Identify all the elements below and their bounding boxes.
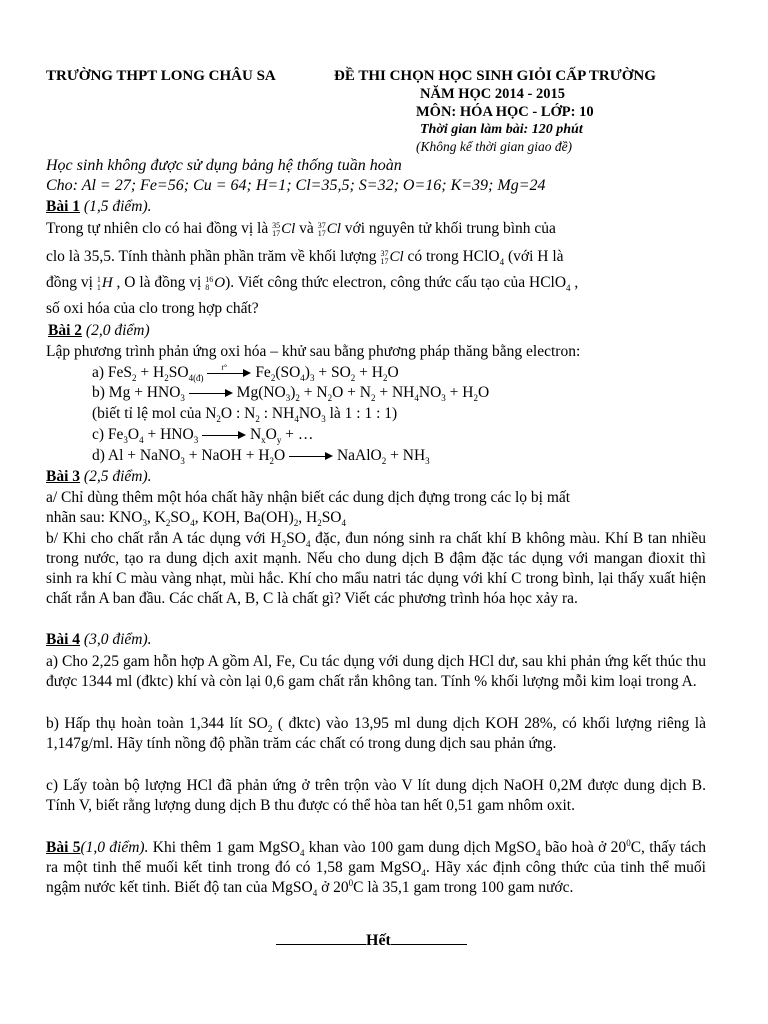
bai3-title: Bài 3: [46, 468, 81, 485]
isotope-cl37: 37 17 Cl: [317, 220, 341, 238]
bai1-line2: clo là 35,5. Tính thành phần phần trăm về khối lượng 37 17 Cl có trong HClO$_4$ (với H là: [46, 248, 564, 268]
bai1-text: ). Viết công thức electron, công thức cấu tạo của HClO: [225, 274, 567, 291]
end-text: Hết: [366, 932, 391, 949]
bai1-line4: số oxi hóa của clo trong hợp chất?: [46, 300, 259, 317]
bai4-c: c) Lấy toàn bộ lượng HCl đã phản ứng ở trên trộn vào V lít dung dịch NaOH 0,2M được dung dịch B. Tính V, biết rằng lượng dung dịch B thu được có thể hòa tan hết 0,51 gam nhôm oxit.: [46, 777, 706, 814]
isotope-cl35: 35 17 Cl: [272, 220, 296, 238]
bai1-text: ,: [570, 274, 579, 291]
bai3-a-line1: a/ Chỉ dùng thêm một hóa chất hãy nhận biết các dung dịch đựng trong các lọ bị mất: [46, 489, 571, 506]
eq-d: d) Al + NaNO$_3$ + NaOH + $H_2O$ NaAlO$_2$ + $NH_3$: [92, 447, 430, 467]
bai4-heading: [46, 631, 726, 649]
isotope-h1: 1 1 H: [96, 274, 113, 292]
end-marker: [276, 930, 467, 950]
bai5-points: (1,0 điểm).: [80, 839, 149, 856]
end-line-left: [276, 930, 366, 945]
bai1-text: đồng vị: [46, 274, 97, 291]
school-year: NĂM HỌC 2014 - 2015: [420, 86, 565, 102]
bai1-line3: đồng vị 1 1 H , O là đồng vị 16 8 O). Viết công thức electron, công thức cấu tạo của HClO$_4$ ,: [46, 274, 579, 294]
bai2-points: (2,0 điểm): [82, 322, 150, 339]
school-name: TRƯỜNG THPT LONG CHÂU SA: [46, 68, 276, 84]
bai2-intro: Lập phương trình phản ứng oxi hóa – khử sau bằng phương pháp thăng bằng electron:: [46, 343, 581, 360]
bai3-heading: [46, 468, 726, 486]
atomic-masses: Cho: Al = 27; Fe=56; Cu = 64; H=1; Cl=35,5; S=32; O=16; K=39; Mg=24: [46, 177, 546, 194]
bai1-text: và: [295, 220, 318, 237]
bai4-title: Bài 4: [46, 631, 81, 648]
bai3-a-line2: nhãn sau: $KNO_3$, $K_2SO_4$, KOH, $Ba(OH)_2$, $H_2SO_4$: [46, 509, 347, 529]
bai1-line1: [46, 220, 726, 238]
bai1-text: có trong HClO: [403, 248, 500, 265]
no-periodic-table-note: Học sinh không được sử dụng bảng hệ thống tuần hoàn: [46, 157, 402, 174]
bai2-title: Bài 2: [48, 322, 83, 339]
bai3-points: (2,5 điểm).: [80, 468, 152, 485]
exam-time: Thời gian làm bài: 120 phút: [420, 122, 583, 137]
bai4-a: a) Cho 2,25 gam hỗn hợp A gồm Al, Fe, Cu tác dụng với dung dịch HCl dư, sau khi phản ứng kết thúc thu được 1344 ml (đktc) khí và còn lại 0,6 gam chất rắn không tan. Tính % khối lượng mỗi kim loại trong A.: [46, 653, 706, 690]
bai1-text: Trong tự nhiên clo có hai đồng vị là: [46, 220, 273, 237]
bai1-text: , O là đồng vị: [112, 274, 206, 291]
eq-c: c) $Fe_3O_4 + HNO_3$ $N_xO_y$ + …: [92, 426, 314, 446]
bai1-title: Bài 1: [46, 198, 81, 215]
reaction-arrow: [289, 451, 333, 461]
bai1-text: clo là 35,5. Tính thành phần phần trăm về khối lượng: [46, 248, 381, 265]
reaction-arrow: [202, 430, 246, 440]
bai1-text: (với H là: [504, 248, 564, 265]
isotope-o16: 16 8 O: [205, 274, 226, 292]
reaction-arrow: t°: [207, 368, 251, 378]
bai4-points: (3,0 điểm).: [80, 631, 152, 648]
end-line-right: [391, 930, 467, 945]
exam-title: ĐỀ THI CHỌN HỌC SINH GIỎI CẤP TRƯỜNG: [334, 68, 656, 84]
bai1-text: với nguyên tử khối trung bình của: [340, 220, 556, 237]
bai2-heading: [48, 322, 728, 340]
exam-time-note: (Không kể thời gian giao đề): [416, 139, 573, 154]
eq-b: b) $Mg + HNO_3$ $Mg(NO_3)_2 + N_2O + N_2 + NH_4NO_3 + H_2O$: [92, 384, 490, 404]
subject: MÔN: HÓA HỌC - LỚP: 10: [416, 104, 594, 120]
reaction-arrow: [189, 388, 233, 398]
bai4-b: b) Hấp thụ hoàn toàn 1,344 lít $SO_2$ ( đktc) vào 13,95 ml dung dịch KOH 28%, có khối lượng riêng là 1,147g/ml. Hãy tính nồng độ phần trăm các chất có trong dung dịch sau phản ứng.: [46, 715, 706, 752]
eq-b-note: (biết tỉ lệ mol của $N_2O$ : $N_2$ : $NH_4NO_3$ là 1 : 1 : 1): [92, 405, 398, 425]
bai5: Bài 5(1,0 điểm). Khi thêm 1 gam MgSO$_4$ khan vào 100 gam dung dịch MgSO$_4$ bão hoà ở $20^0C$, thấy tách ra một tinh thể muối kết tinh trong đó có 1,58 gam MgSO$_4$. Hãy xác định công thức của tinh thể muối ngậm nước kết tinh. Biết độ tan của MgSO$_4$ ở $20^0C$ là 35,1 gam trong 100 gam nước.: [46, 837, 706, 899]
bai1-points: (1,5 điểm).: [80, 198, 152, 215]
isotope-cl37-2: 37 17 Cl: [380, 248, 404, 266]
bai5-title: Bài 5: [46, 839, 81, 856]
bai3-b: b/ Khi cho chất rắn A tác dụng với $H_2SO_4$ đặc, đun nóng sinh ra chất khí B không màu. Khí B tan nhiều trong nước, tạo ra dung dịch axit mạnh. Nếu cho dung dịch B đậm đặc tác dụng với mangan đioxit thì sinh ra khí C màu vàng nhạt, mùi hắc. Khí cho mẩu natri tác dụng với khí C trong bình, lại thấy xuất hiện chất rắn A ban đầu. Các chất A, B, C là chất gì? Viết các phương trình hóa học xảy ra.: [46, 530, 706, 607]
eq-a: a) $FeS_2 + H_2SO_{4(đ)}$ t° $Fe_2(SO_4)_3 + SO_2 + H_2O$: [92, 363, 399, 384]
bai1-heading: [46, 198, 726, 216]
